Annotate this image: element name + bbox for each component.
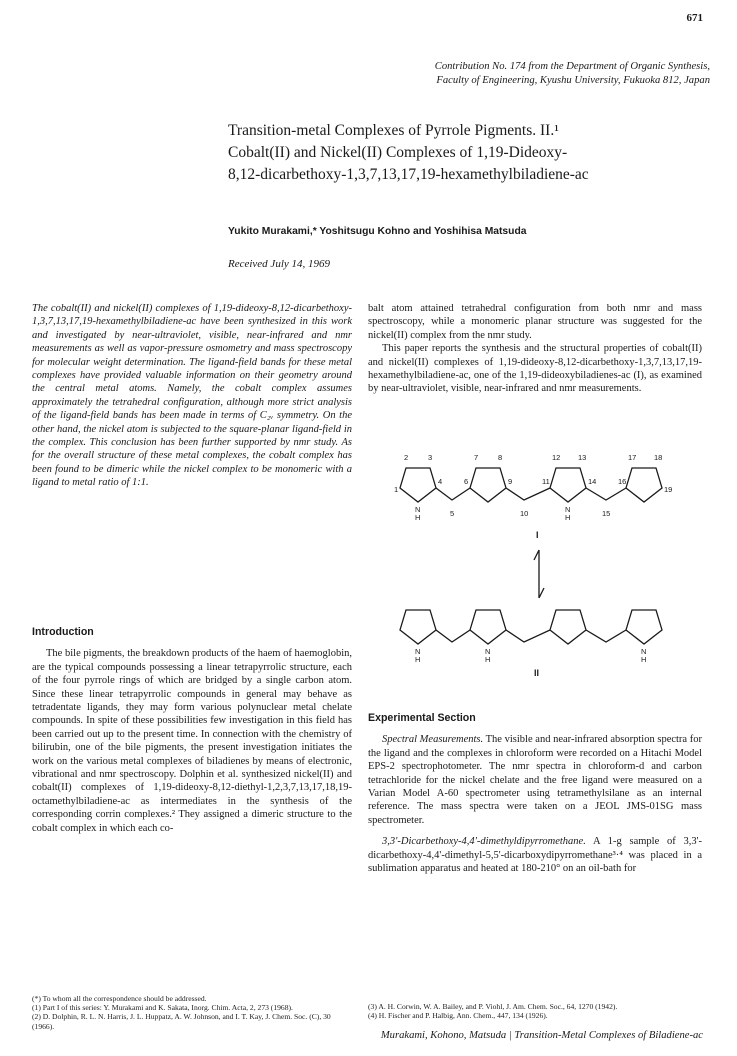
page-number: 671: [686, 12, 703, 24]
diagram-number: 2: [404, 453, 409, 462]
h-label: H: [485, 655, 491, 664]
h-label: H: [641, 655, 647, 664]
diagram-number: 15: [602, 509, 611, 518]
diagram-number: 11: [542, 477, 550, 486]
diagram-number: 7: [474, 453, 479, 462]
article-title: [228, 120, 708, 186]
experimental-section: [368, 712, 702, 875]
diagram-number: 16: [618, 477, 627, 486]
nh-label: N: [415, 647, 421, 656]
h-label: H: [415, 513, 421, 522]
contribution-line: Faculty of Engineering, Kyushu University, Fukuoka 812, Japan: [436, 75, 710, 86]
footnote: (4) H. Fischer and P. Halbig, Ann. Chem., 447, 134 (1926).: [368, 1011, 548, 1021]
contribution-line: Contribution No. 174 from the Department of Organic Synthesis,: [434, 61, 710, 72]
diagram-number: 9: [508, 477, 513, 486]
title-line: Transition-metal Complexes of Pyrrole Pigments. II.¹: [228, 122, 559, 139]
compound-label-I: I: [536, 530, 539, 540]
structure-diagram: [396, 430, 690, 680]
introduction-paragraph: The bile pigments, the breakdown products of the haem of haemoglobin, are the typical compounds possessing a linear tetrapyrrolic structure, each of the four pyrrole rings of which are bridged by a single carbon atom. Since these linear tetrapyrrolic compounds in general may behave as tetradentate ligands, they may form various polynuclear metal chelate compounds. In spite of these possibilities few investigation in this field has been carried out up to the present time. In connection with the chemistry of bilirubin, one of the bile pigments, the present investigation initiates the work on the various metal complexes of biladienes by means of electronic, vibrational and nmr spectroscopy. Dolphin et al. synthesized nickel(II) and cobalt(II) complexes of 1,19-dideoxy-8,12-diethyl-1,2,3,7,13,17,18,19-octamethylbiladiene-ac as intermediates in the synthesis of the corresponding corrin complexes.² They assigned a dimeric structure to the cobalt complex in which each co-: [32, 648, 352, 834]
footnotes-left: [32, 994, 352, 1031]
diagram-number: 13: [578, 453, 587, 462]
diagram-number: 10: [520, 509, 529, 518]
dipyrro-heading: 3,3'-Dicarbethoxy-4,4'-dimethyldipyrromethane.: [382, 836, 586, 848]
right-intro: [368, 302, 702, 396]
right-intro-paragraph: balt atom attained tetrahedral configuration from both nmr and mass spectroscopy, while a monomeric planar structure was suggested for the nickel(II) complex from the nmr study.: [368, 303, 702, 341]
pyrrole-ring: [400, 468, 436, 502]
footnote: (2) D. Dolphin, R. L. N. Harris, J. L. Huppatz, A. W. Johnson, and I. T. Kay, J. Chem. Soc. (C), 30 (1966).: [32, 1012, 331, 1031]
compound-label-II: II: [534, 668, 540, 678]
diagram-number: 12: [552, 453, 561, 462]
pyrrole-ring: [626, 468, 662, 502]
spectral-text: The visible and near-infrared absorption spectra for the ligand and the complexes in chloroform were recorded on a Hitachi Model EPS-2 spectrophotometer. The nmr spectra in chloroform-d and carbon tetrachloride for the nickel chelate and the free ligand were measured on a Varian Model A-60 spectrometer using tetramethylsilane as an internal reference. The mass spectra were taken on a JEOL JMS-01SG mass spectrometer.: [368, 734, 702, 826]
diagram-number: 14: [588, 477, 597, 486]
diagram-number: 19: [664, 485, 673, 494]
diagram-number: 6: [464, 477, 469, 486]
h-label: H: [415, 655, 421, 664]
contribution-note: [270, 60, 710, 88]
h-label: H: [565, 513, 571, 522]
footnotes-right: [368, 1002, 702, 1020]
footnote: (3) A. H. Corwin, W. A. Bailey, and P. Viohl, J. Am. Chem. Soc., 64, 1270 (1942).: [368, 1002, 618, 1011]
diagram-number: 4: [438, 477, 443, 486]
diagram-number: 18: [654, 453, 663, 462]
nh-label: N: [565, 505, 571, 514]
abstract: The cobalt(II) and nickel(II) complexes of 1,19-dideoxy-8,12-dicarbethoxy-1,3,7,13,17,19-hexamethylbiladiene-ac have been synthesized in this work and investigated by near-ultraviolet, visible, near-infrared and nmr measurements as well as vapor-pressure osmometry and mass spectroscopy for molecular weight determination. The ligand-field bands for these metal complexes have provided valuable information on their geometry around the central metal atoms. Namely, the cobalt complex assumes approximately the tetrahedral configuration, although more strict analysis of the ligand-field bands has been made in terms of C₂ᵥ symmetry. On the other hand, the nickel atom is subjected to the square-planar ligand-field in the complex. This conclusion has been further supported by nmr study. As for the overall structure of these metal complexes, the cobalt complex has been found to be dimeric while the nickel complex to be monomeric with a ligand to metal ratio of 1:1.: [32, 303, 352, 489]
nh-label: N: [485, 647, 491, 656]
experimental-heading: Experimental Section: [368, 712, 476, 724]
right-intro-paragraph-2: This paper reports the synthesis and the structural properties of cobalt(II) and nickel(II) complexes of 1,19-dideoxy-8,12-dicarbethoxy-1,3,7,13,17,19-hexamethylbiladiene-ac, one of the 1,19-dideoxybiladienes-ac (I), as examined by near-ultraviolet, visible, near-infrared and nmr measurements.: [368, 343, 702, 395]
pyrrole-ring: [550, 468, 586, 502]
nh-label: N: [415, 505, 421, 514]
diagram-number: 8: [498, 453, 503, 462]
received-date: Received July 14, 1969: [228, 258, 331, 270]
authors: Yukito Murakami,* Yoshitsugu Kohno and Yoshihisa Matsuda: [228, 226, 527, 237]
footnote: (1) Part I of this series: Y. Murakami and K. Sakata, Inorg. Chim. Acta, 2, 273 (1968).: [32, 1003, 293, 1013]
spectral-heading: Spectral Measurements.: [382, 734, 484, 746]
title-line: 8,12-dicarbethoxy-1,3,7,13,17,19-hexamethylbiladiene-ac: [228, 166, 589, 183]
running-footer: Murakami, Kohono, Matsuda | Transition-Metal Complexes of Biladiene-ac: [380, 1030, 703, 1041]
diagram-number: 1: [394, 485, 399, 494]
footnote: (*) To whom all the correspondence should be addressed.: [32, 994, 207, 1003]
pyrrole-ring: [470, 468, 506, 502]
diagram-number: 5: [450, 509, 455, 518]
nh-label: N: [641, 647, 647, 656]
dipyrro-text: A 1-g sample of 3,3'-dicarbethoxy-4,4'-dimethyl-5,5'-dicarboxydipyrromethane³·⁴ was placed in a sublimation apparatus and heated at 180-210° on an oil-bath for: [368, 836, 702, 875]
diagram-number: 3: [428, 453, 433, 462]
introduction-heading: Introduction: [32, 626, 94, 638]
diagram-number: 17: [628, 453, 637, 462]
title-line: Cobalt(II) and Nickel(II) Complexes of 1,19-Dideoxy-: [228, 144, 568, 161]
introduction-section: [32, 626, 352, 835]
